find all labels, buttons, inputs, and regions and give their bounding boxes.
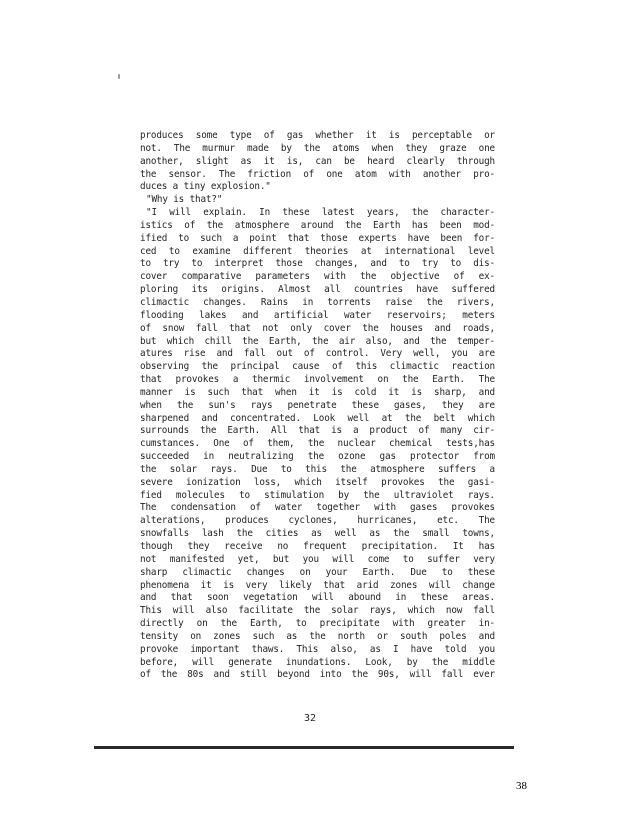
text-line: but which chill the Earth, the air also, and the temper- [140, 335, 495, 347]
text-line: observing the principal cause of this climactic reaction [140, 361, 495, 373]
text-line: surrounds the Earth. All that is a product of many cir- [140, 425, 495, 437]
text-line: phenomena it is very likely that arid zones will change [140, 579, 495, 591]
text-line: severe ionization loss, which itself provokes the gasi- [140, 476, 495, 488]
text-line: of the 80s and still beyond into the 90s, will fall ever [140, 669, 495, 681]
text-line: duces a tiny explosion." [140, 181, 271, 193]
text-line: though they receive no frequent precipitation. It has [140, 541, 495, 552]
text-line: flooding lakes and artificial water reservoirs; meters [140, 309, 495, 321]
text-line: "I will explain. In these latest years, the character- [146, 207, 495, 219]
text-line: the solar rays. Due to this the atmosphere suffers a [140, 463, 495, 475]
text-line: before, will generate inundations. Look, by the middle [140, 656, 495, 668]
text-line: that provokes a thermic involvement on the Earth. The [140, 374, 495, 386]
text-line: "Why is that?" [146, 194, 223, 206]
text-line: cover comparative parameters with the objective of ex- [140, 271, 495, 283]
text-line: and that soon vegetation will abound in these areas. [140, 592, 495, 604]
text-line: atures rise and fall out of control. Very well, you are [140, 348, 495, 360]
text-line: ploring its origins. Almost all countries have suffered [140, 284, 495, 296]
text-line: snowfalls lash the cities as well as the small towns, [140, 528, 495, 540]
text-line: of snow fall that not only cover the houses and roads, [140, 322, 495, 334]
text-line: directly on the Earth, to precipitate with greater in- [140, 618, 495, 630]
text-line: another, slight as it is, can be heard clearly through [140, 155, 495, 167]
text-line: This will also facilitate the solar rays, which now fall [140, 605, 495, 617]
text-line: The condensation of water together with gases provokes [140, 502, 495, 514]
bottom-rule [94, 746, 514, 749]
text-line: to try to interpret those changes, and to try to dis- [140, 258, 495, 270]
text-line: succeeded in neutralizing the ozone gas protector from [140, 451, 495, 463]
text-line: ified to such a point that those experts have been for- [140, 232, 495, 244]
text-line: alterations, produces cyclones, hurricanes, etc. The [140, 515, 495, 527]
text-line: istics of the atmosphere around the Earth has been mod- [140, 219, 495, 231]
text-line: produces some type of gas whether it is perceptable or [140, 130, 495, 141]
text-line: tensity on zones such as the north or south poles and [140, 630, 495, 642]
text-line: sharpened and concentrated. Look well at the belt which [140, 412, 495, 424]
text-line: cumstances. One of them, the nuclear chemical tests,has [140, 438, 495, 450]
text-line: manner is such that when it is cold it is sharp, and [140, 386, 495, 398]
scan-speck [118, 74, 120, 79]
text-line: fied molecules to stimulation by the ultraviolet rays. [140, 489, 495, 501]
text-line: ced to examine different theories at international level [140, 245, 495, 257]
text-line: not. The murmur made by the atoms when they graze one [140, 142, 495, 154]
scanned-text-block [140, 130, 495, 700]
text-line: provoke important thaws. This also, as I have told you [140, 643, 495, 655]
book-page-number: 32 [303, 713, 317, 724]
pdf-page-number: 38 [516, 780, 527, 792]
text-line: when the sun's rays penetrate these gases, they are [140, 399, 495, 411]
text-line: not manifested yet, but you will come to suffer very [140, 553, 495, 565]
text-line: climactic changes. Rains in torrents raise the rivers, [140, 296, 495, 308]
text-line: sharp climactic changes on your Earth. Due to these [140, 566, 495, 578]
text-line: the sensor. The friction of one atom with another pro- [140, 168, 495, 180]
